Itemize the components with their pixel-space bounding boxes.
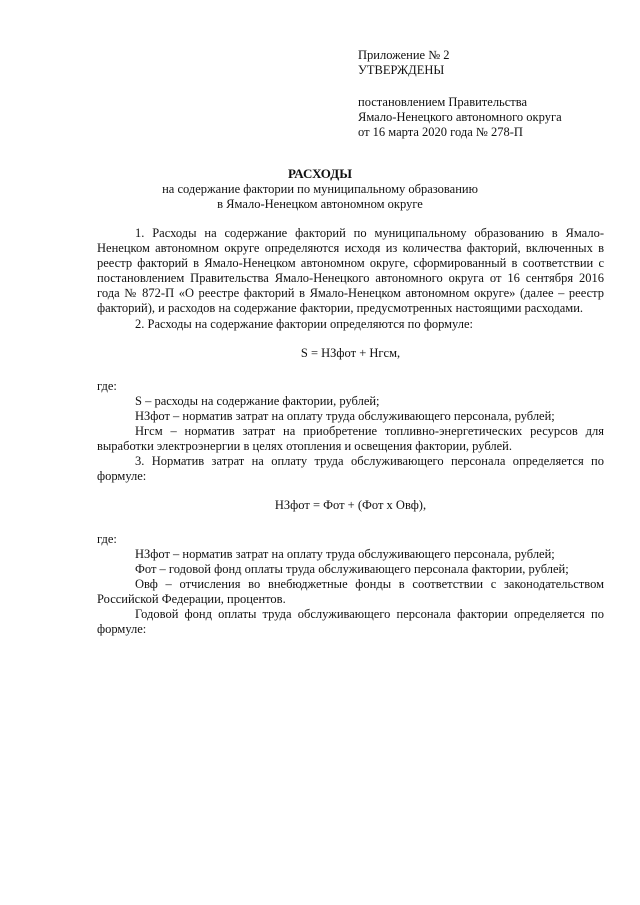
paragraph-2: 2. Расходы на содержание фактории определяются по формуле: <box>135 316 474 331</box>
formula-nzfot: НЗфот = Фот + (Фот х Овф), <box>274 498 427 513</box>
paragraph-3: 3. Норматив затрат на оплату труда обслуживающего персонала определяется по формуле: <box>97 454 604 484</box>
paragraph-1: 1. Расходы на содержание факторий по муниципальному образованию в Ямало-Ненецком автономном округе определяются исходя из количества факторий, включенных в реестр факторий в Ямало-Ненецком автономном округе, сформированный в соответствии с постановлением Правительства Ямало-Ненецкого автономного округа от 16 сентября 2016 года № 872-П «О реестре факторий в Ямало-Ненецком автономном округе» (далее – реестр факторий), и расходов на содержание фактории, предусмотренных настоящими расходами. <box>97 226 604 316</box>
definition-s: S – расходы на содержание фактории, рублей; <box>135 393 380 408</box>
definition-fot: Фот – годовой фонд оплаты труда обслуживающего персонала фактории, рублей; <box>135 561 569 576</box>
decree-line-3: от 16 марта 2020 года № 278-П <box>358 125 523 139</box>
subtitle-line-1: на содержание фактории по муниципальному образованию <box>162 182 478 196</box>
paragraph-4: Годовой фонд оплаты труда обслуживающего персонала фактории определяется по формуле: <box>97 606 604 637</box>
definition-ngsm: Нгсм – норматив затрат на приобретение топливно-энергетических ресурсов для выработки электроэнергии в целях отопления и освещения фактории, рублей. <box>97 424 604 454</box>
decree-line-1: постановлением Правительства <box>358 95 528 109</box>
decree-line-2: Ямало-Ненецкого автономного округа <box>358 110 562 124</box>
definition-ovf: Овф – отчисления во внебюджетные фонды в соответствии с законодательством Российской Федерации, процентов. <box>97 576 604 606</box>
where-label-2: где: <box>97 531 117 546</box>
where-label-1: где: <box>97 378 117 393</box>
subtitle-line-2: в Ямало-Ненецком автономном округе <box>217 197 423 211</box>
title-block <box>0 166 640 212</box>
document-title: РАСХОДЫ <box>288 166 352 181</box>
definition-nzfot: НЗфот – норматив затрат на оплату труда обслуживающего персонала, рублей; <box>135 408 555 423</box>
appendix-number: Приложение № 2 <box>358 48 450 62</box>
document-body <box>97 226 604 637</box>
appendix-header <box>358 48 562 140</box>
formula-expenses: S = НЗфот + Нгсм, <box>300 345 401 360</box>
approved-label: УТВЕРЖДЕНЫ <box>358 63 445 77</box>
definition-nzfot-2: НЗфот – норматив затрат на оплату труда обслуживающего персонала, рублей; <box>135 546 555 561</box>
